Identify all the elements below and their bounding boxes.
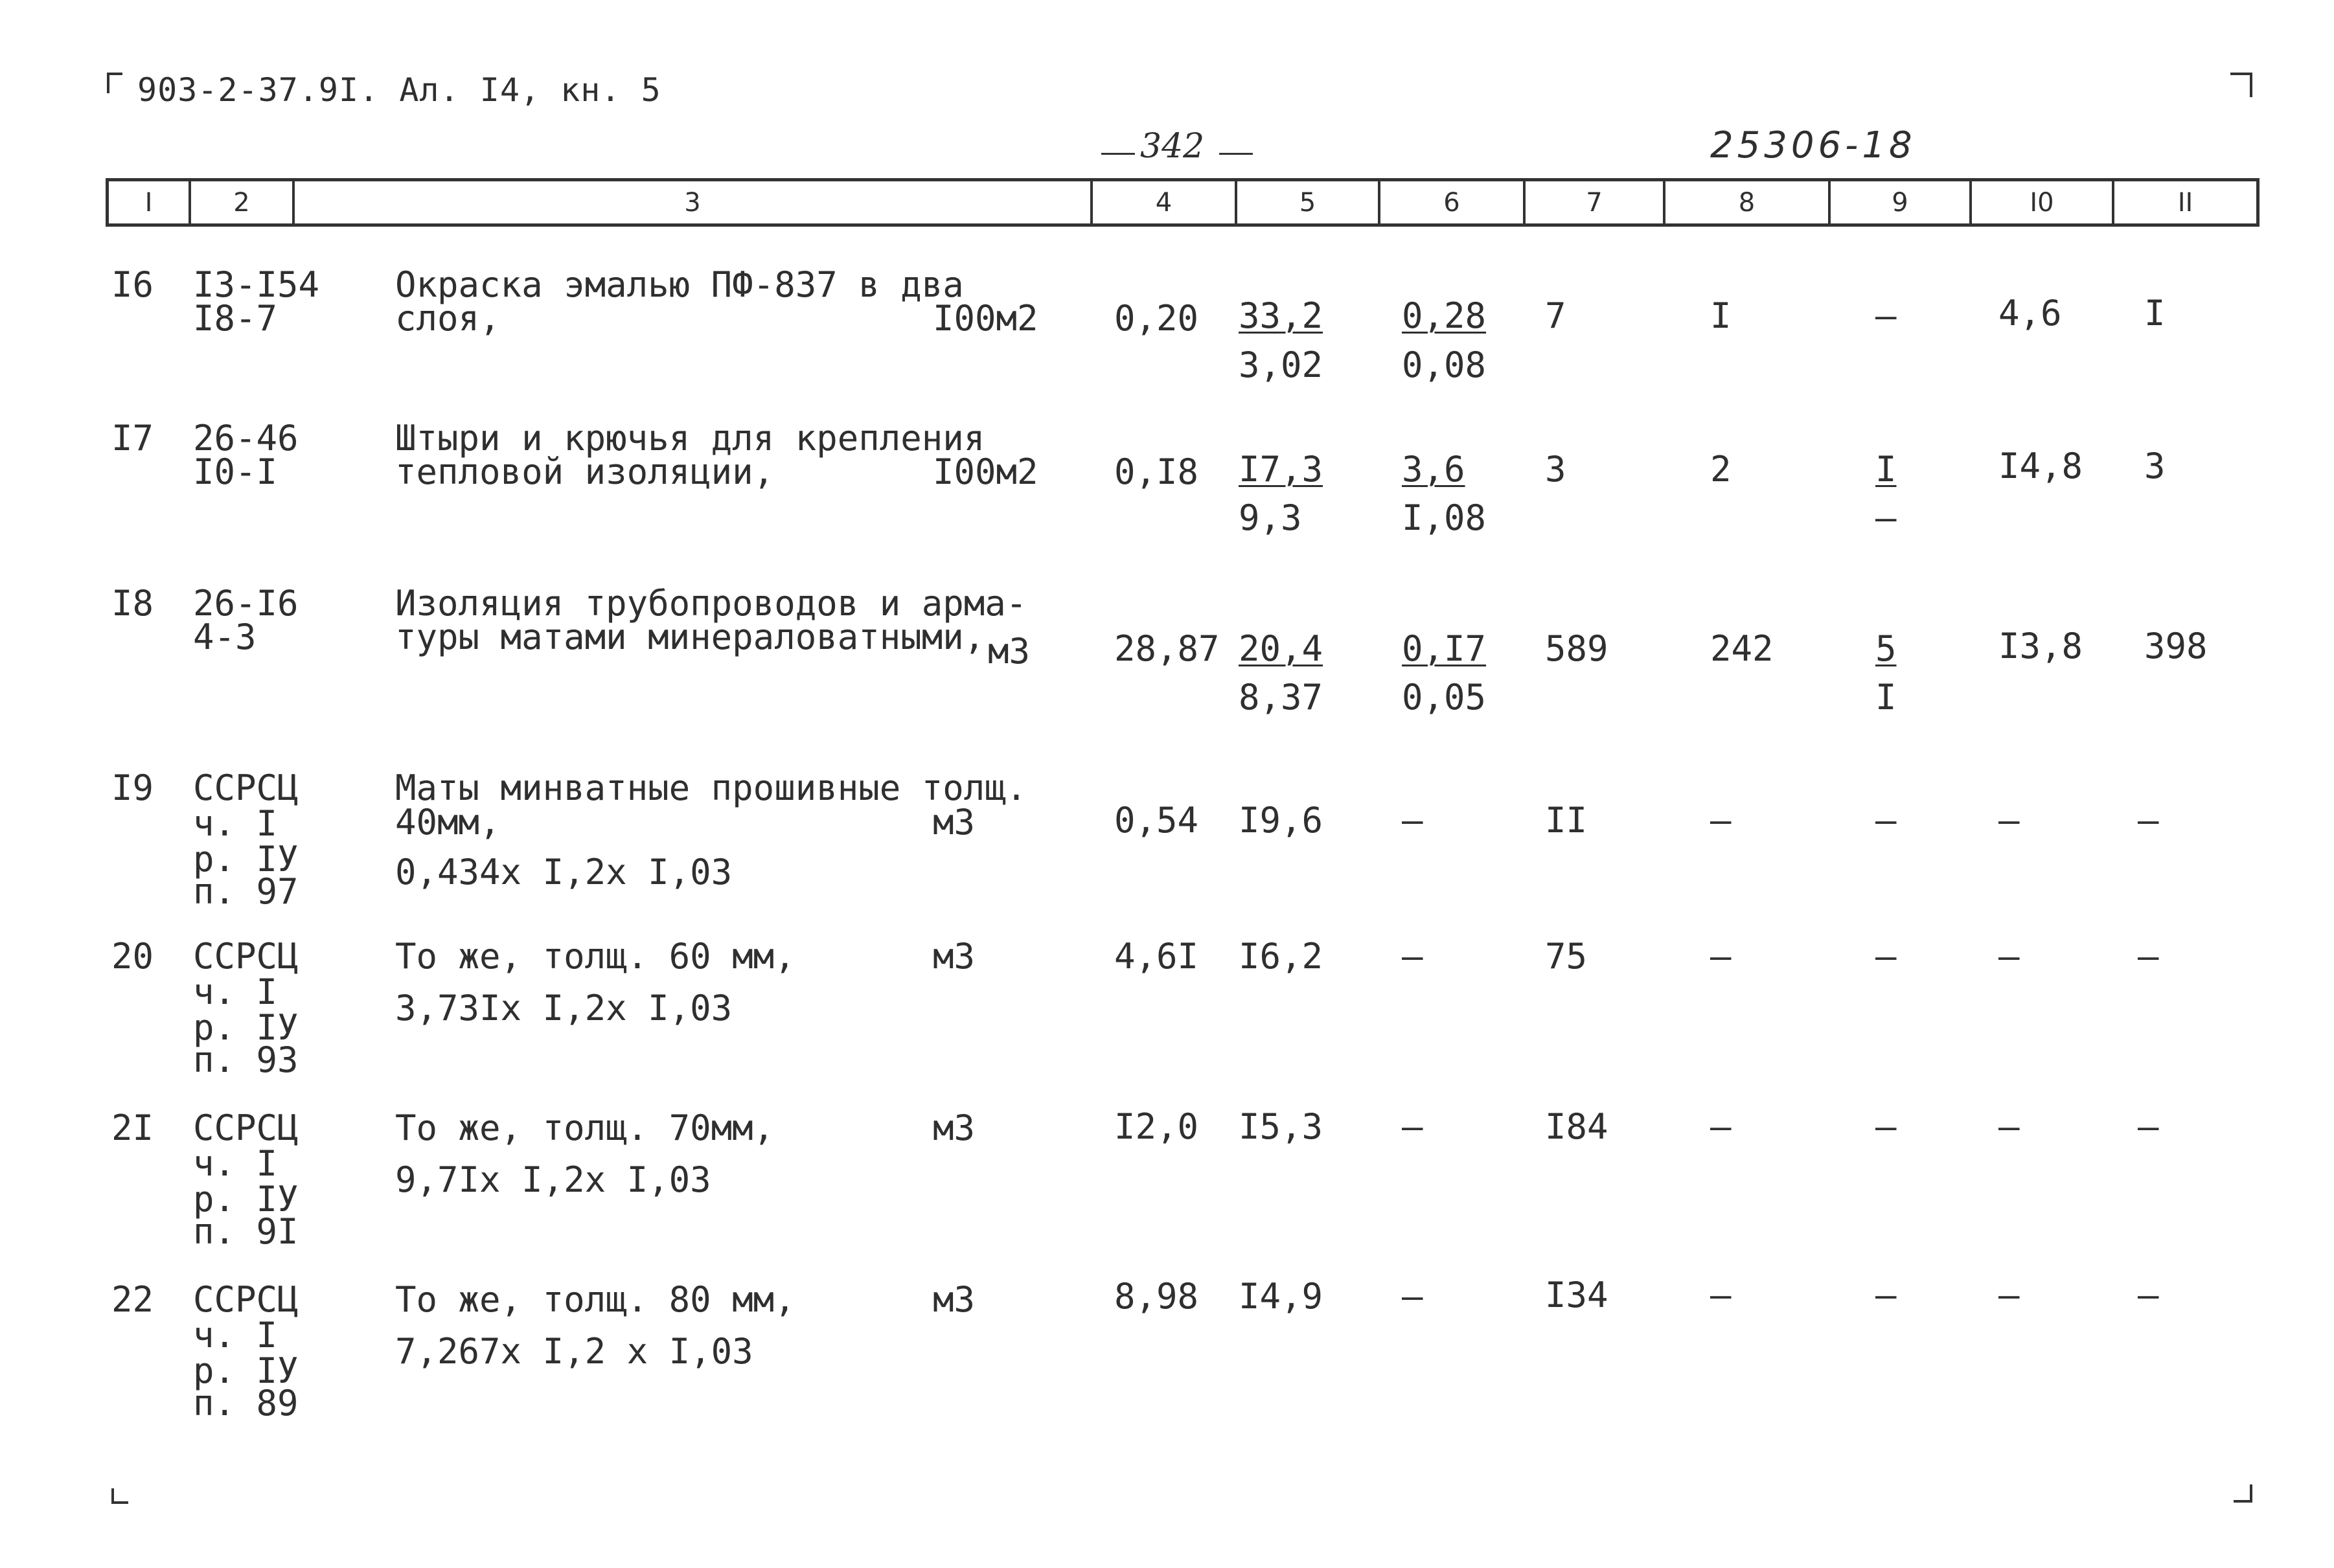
unit: I00м2 — [933, 451, 1038, 492]
column-8-value: – — [1710, 800, 1732, 841]
row-number: 22 — [111, 1279, 154, 1320]
column-9-value: – — [1875, 1275, 1897, 1315]
column-9-value: 5 — [1875, 628, 1897, 669]
machine-cost: – — [1402, 1276, 1423, 1317]
column-9-value: – — [1875, 936, 1897, 977]
column-11-value: – — [2138, 1275, 2159, 1315]
column-10-value: I4,8 — [1998, 446, 2083, 486]
rate-code: п. 97 — [193, 871, 299, 912]
column-9-value: – — [1875, 1106, 1897, 1147]
column-7-value: 589 — [1545, 628, 1608, 669]
column-header-5: 5 — [1237, 181, 1380, 223]
quantity: I2,0 — [1114, 1106, 1199, 1147]
rate-code: ССРСЦ — [193, 1279, 299, 1320]
rate-code: ч. I — [193, 803, 278, 844]
quantity-calculation: 7,267х I,2 х I,03 — [395, 1331, 753, 1372]
column-11-value: 3 — [2144, 446, 2166, 486]
unit-price-total: I5,3 — [1239, 1106, 1323, 1147]
quantity: 8,98 — [1114, 1276, 1199, 1317]
rate-code: ССРСЦ — [193, 1108, 299, 1148]
row-number: I9 — [111, 767, 154, 808]
work-description: Штыри и крючья для крепления — [395, 418, 985, 459]
row-number: I7 — [111, 418, 154, 459]
column-7-value: 3 — [1545, 449, 1566, 490]
unit-price-total: I6,2 — [1239, 936, 1323, 977]
rate-code: 4-3 — [193, 617, 257, 657]
column-header-10: I0 — [1972, 181, 2114, 223]
column-9-sub-value: I — [1875, 677, 1897, 718]
corner-mark-bottom-left — [111, 1488, 128, 1504]
unit-price-total: I7,3 — [1239, 449, 1323, 490]
column-header-4: 4 — [1093, 181, 1237, 223]
registration-number: 25306-18 — [1710, 124, 1916, 166]
unit: м3 — [933, 802, 976, 843]
page-number: 342 — [1140, 127, 1205, 166]
quantity: 28,87 — [1114, 628, 1220, 669]
unit: м3 — [933, 1108, 976, 1148]
machine-wages: I,08 — [1402, 497, 1487, 538]
column-8-value: 2 — [1710, 449, 1732, 490]
work-description: тепловой изоляции, — [395, 451, 775, 492]
quantity: 4,6I — [1114, 936, 1199, 977]
column-header-row — [106, 178, 2260, 227]
column-9-value: – — [1875, 800, 1897, 841]
row-number: 2I — [111, 1108, 154, 1148]
column-8-value: – — [1710, 1275, 1732, 1315]
quantity-calculation: 3,73Iх I,2х I,03 — [395, 988, 733, 1028]
row-number: I8 — [111, 583, 154, 624]
rate-code: 26-46 — [193, 418, 299, 459]
column-header-6: 6 — [1380, 181, 1526, 223]
row-number: 20 — [111, 936, 154, 977]
machine-cost: 3,6 — [1402, 449, 1465, 490]
row-number: I6 — [111, 264, 154, 305]
unit-price-total: 33,2 — [1239, 295, 1323, 336]
rate-code: р. IУ — [193, 1179, 299, 1220]
unit: м3 — [933, 1279, 976, 1320]
column-7-value: I84 — [1545, 1106, 1608, 1147]
machine-cost: 0,28 — [1402, 295, 1487, 336]
page-number-dash-left — [1101, 153, 1135, 155]
work-description: туры матами минераловатными, — [395, 617, 985, 657]
column-8-value: – — [1710, 1106, 1732, 1147]
column-10-value: 4,6 — [1998, 293, 2062, 334]
machine-cost: 0,I7 — [1402, 628, 1487, 669]
rate-code: ч. I — [193, 1315, 278, 1356]
machine-cost: – — [1402, 800, 1423, 841]
rate-code: ССРСЦ — [193, 936, 299, 977]
column-10-value: – — [1998, 1106, 2020, 1147]
unit-price-total: I9,6 — [1239, 800, 1323, 841]
rate-code: р. IУ — [193, 839, 299, 880]
column-header-3: 3 — [295, 181, 1093, 223]
unit-price-total: 20,4 — [1239, 628, 1323, 669]
column-8-value: I — [1710, 295, 1732, 336]
unit-price-wages: 3,02 — [1239, 345, 1323, 385]
quantity-calculation: 9,7Iх I,2х I,03 — [395, 1159, 711, 1200]
unit: м3 — [988, 631, 1031, 672]
quantity: 0,54 — [1114, 800, 1199, 841]
machine-wages: 0,08 — [1402, 345, 1487, 385]
unit-price-total: I4,9 — [1239, 1276, 1323, 1317]
unit: I00м2 — [933, 298, 1038, 339]
column-header-7: 7 — [1526, 181, 1665, 223]
rate-code: I8-7 — [193, 298, 278, 339]
column-7-value: I34 — [1545, 1275, 1608, 1315]
column-header-2: 2 — [191, 181, 295, 223]
column-10-value: – — [1998, 1275, 2020, 1315]
column-11-value: I — [2144, 293, 2166, 334]
column-header-1: I — [109, 181, 191, 223]
corner-mark-bottom-right — [2234, 1484, 2252, 1503]
rate-code: ч. I — [193, 1143, 278, 1184]
column-7-value: 7 — [1545, 295, 1566, 336]
column-7-value: II — [1545, 800, 1588, 841]
quantity: 0,I8 — [1114, 451, 1199, 492]
column-11-value: 398 — [2144, 626, 2208, 666]
machine-cost: – — [1402, 1106, 1423, 1147]
column-10-value: – — [1998, 936, 2020, 977]
column-9-value: – — [1875, 295, 1897, 336]
column-10-value: I3,8 — [1998, 626, 2083, 666]
rate-code: п. 93 — [193, 1040, 299, 1080]
column-9-value: I — [1875, 449, 1897, 490]
rate-code: п. 89 — [193, 1383, 299, 1424]
column-header-8: 8 — [1665, 181, 1831, 223]
column-header-9: 9 — [1831, 181, 1972, 223]
work-description: То же, толщ. 60 мм, — [395, 936, 795, 977]
unit: м3 — [933, 936, 976, 977]
machine-cost: – — [1402, 936, 1423, 977]
column-10-value: – — [1998, 800, 2020, 841]
column-header-11: II — [2177, 187, 2193, 218]
rate-code: I3-I54 — [193, 264, 320, 305]
rate-code: р. IУ — [193, 1350, 299, 1391]
column-7-value: 75 — [1545, 936, 1588, 977]
corner-mark-top-right — [2230, 73, 2252, 97]
rate-code: 26-I6 — [193, 583, 299, 624]
quantity-calculation: 0,434х I,2х I,03 — [395, 852, 733, 892]
column-11-value: – — [2138, 800, 2159, 841]
column-11-value: – — [2138, 936, 2159, 977]
corner-mark-top-left — [107, 73, 122, 93]
machine-wages: 0,05 — [1402, 677, 1487, 718]
work-description: Маты минватные прошивные толщ. — [395, 767, 1027, 808]
column-8-value: 242 — [1710, 628, 1774, 669]
page-number-dash-right — [1219, 153, 1253, 155]
column-11-value: – — [2138, 1106, 2159, 1147]
document-reference: 903-2-37.9I. Ал. I4, кн. 5 — [137, 71, 661, 109]
work-description: Изоляция трубопроводов и арма- — [395, 583, 1027, 624]
quantity: 0,20 — [1114, 298, 1199, 339]
work-description: То же, толщ. 80 мм, — [395, 1279, 795, 1320]
rate-code: р. IУ — [193, 1007, 299, 1048]
column-9-sub-value: – — [1875, 497, 1897, 538]
unit-price-wages: 9,3 — [1239, 497, 1302, 538]
unit-price-wages: 8,37 — [1239, 677, 1323, 718]
rate-code: ССРСЦ — [193, 767, 299, 808]
column-8-value: – — [1710, 936, 1732, 977]
work-description: слоя, — [395, 298, 501, 339]
work-description: То же, толщ. 70мм, — [395, 1108, 775, 1148]
work-description: 40мм, — [395, 802, 501, 843]
rate-code: п. 9I — [193, 1211, 299, 1252]
rate-code: I0-I — [193, 451, 278, 492]
work-description: Окраска эмалью ПФ-837 в два — [395, 264, 964, 305]
rate-code: ч. I — [193, 971, 278, 1012]
